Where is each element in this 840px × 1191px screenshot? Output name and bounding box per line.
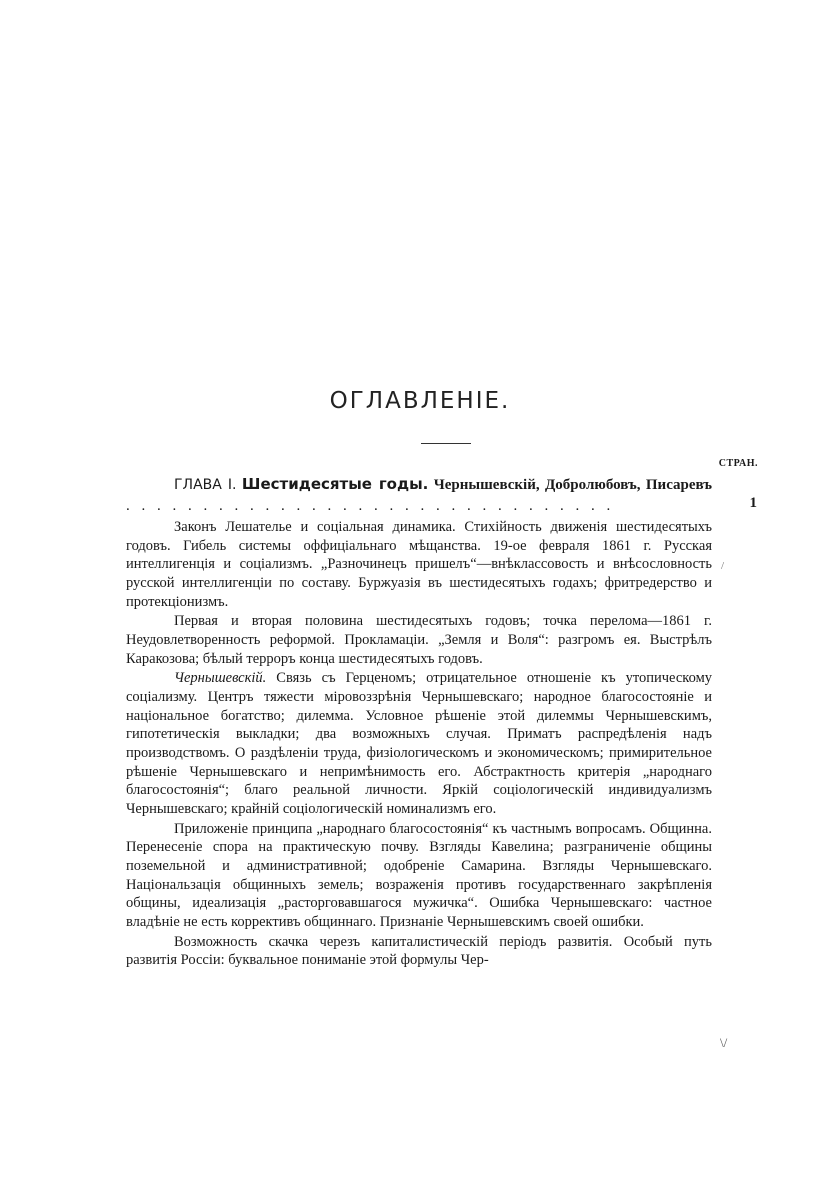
paragraph-text: Законъ Лешателье и соціальная динамика. Стихійность движенія шестидесятыхъ годовъ. Гибель системы оффиціальнаго мѣщанства. 19-ое февраля 1861 г. Русская интеллигенція и соціализмъ. „Разночинецъ пришелъ“—внѣклассовость и внѣсословность русской интеллигенціи по составу. Буржуазія въ шестидесятыхъ годахъ; фритредерство и протекціонизмъ.	[126, 519, 712, 610]
summary-paragraph	[126, 669, 712, 819]
paragraph-text: Возможность скачка черезъ капиталистическій періодъ развитія. Особый путь развитія Россіи: буквальное пониманіе этой формулы Чер-	[126, 933, 712, 969]
summary-paragraph	[126, 612, 712, 668]
leader-dots: . . . . . . . . . . . . . . . . . . . . . . . . . . . . . . . .	[126, 498, 615, 514]
margin-mark: \/	[720, 1035, 728, 1050]
margin-mark: /	[721, 560, 725, 572]
chapter-authors: Чернышевскій, Добролюбовъ, Писаревъ	[433, 477, 713, 493]
page-title: ОГЛАВЛЕНІЕ.	[329, 388, 511, 414]
summary-paragraph	[126, 933, 712, 970]
page-column-header: СТРАН.	[718, 458, 758, 469]
chapter-heading	[126, 474, 712, 517]
chapter-number: ГЛАВА I.	[174, 477, 237, 493]
paragraph-text: Приложеніе принципа „народнаго благосостоянія“ къ частнымъ вопросамъ. Общинна. Перенесеніе спора на практическую почву. Взгляды Кавелина; разграниченіе общины поземельной и административной; одобреніе Самарина. Взгляды Чернышевскаго. Національзація общинныхъ земель; возраженія противъ государственнаго закрѣпленія общины, идеализація „расторговавшагося мужичка“. Ошибка Чернышевскаго: частное владѣніе не есть коррективъ общиннаго. Признаніе Чернышевскимъ своей ошибки.	[126, 820, 712, 931]
chapter-summary	[126, 518, 712, 970]
summary-paragraph	[126, 820, 712, 932]
paragraph-text: Первая и вторая половина шестидесятыхъ годовъ; точка перелома—1861 г. Неудовлетворенность реформой. Прокламаціи. „Земля и Воля“: разгромъ ея. Выстрѣлъ Каракозова; бѣлый терроръ конца шестидесятыхъ годовъ.	[126, 613, 712, 667]
chapter-page-number: 1	[749, 495, 757, 511]
paragraph-lead: Чернышевскій.	[174, 670, 267, 687]
paragraph-text: Связь съ Герценомъ; отрицательное отношеніе къ утопическому соціализму. Центръ тяжести міровоззрѣнія Чернышевскаго; народное благосостояніе и національное богатство; дилемма. Условное рѣшеніе этой дилеммы Чернышевскимъ, гипотетическія выкладки; два возможныхъ случая. Приматъ распредѣленія надъ производствомъ. О раздѣленіи труда, физіологическомъ и экономическомъ; примирительное рѣшеніе Чернышевскаго и непримѣнимость его. Абстрактность критерія „народнаго благосостоянія“; благо реальной личности. Яркій соціологическій индивидуализмъ Чернышевскаго; крайній соціологическій номинализмъ его.	[126, 670, 712, 818]
summary-paragraph	[126, 518, 712, 612]
title-divider	[421, 443, 471, 444]
chapter-name: Шестидесятые годы.	[241, 475, 429, 493]
